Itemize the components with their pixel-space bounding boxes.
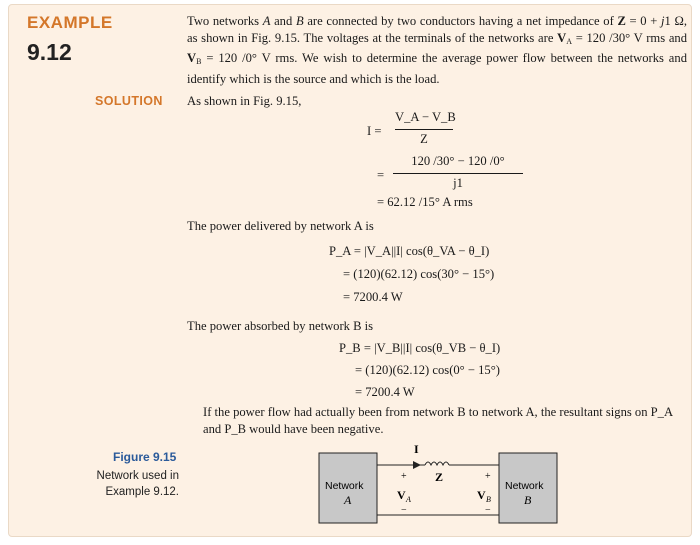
network-a-label: Network [325,480,364,492]
network-b-letter: B [524,493,532,507]
impedance-coil [425,462,449,465]
va-subscript: A [406,495,411,504]
eq2-fraction-bar [393,173,523,174]
example-label: EXAMPLE [27,13,113,32]
pb-line-3: = 7200.4 W [355,385,415,399]
solution-label: SOLUTION [95,94,163,108]
pb-line-2: = (120)(62.12) cos(0° − 15°) [355,363,500,377]
figure-caption: Network used in Example 9.12. [96,470,179,498]
pa-line-1: P_A = |V_A||I| cos(θ_VA − θ_I) [329,244,490,258]
network-b-label: Network [505,480,544,492]
reversal-note: If the power flow had actually been from network B to network A, the resultant signs on P_A and P_B would have been negative. [203,405,673,436]
impedance-label: Z [435,470,444,484]
solution-intro: As shown in Fig. 9.15, [187,94,302,108]
pa-line-2: = (120)(62.12) cos(30° − 15°) [343,267,495,281]
eq2-numerator: 120 /30° − 120 /0° [411,154,505,168]
va-plus: + [401,471,407,482]
vb-minus: − [485,505,491,516]
eq2-equals: = [377,168,385,182]
vb-label: V [477,488,486,502]
current-arrow [413,461,421,469]
vb-subscript: B [486,495,491,504]
eq2-denominator: j1 [453,176,463,190]
absorbed-text: The power absorbed by network B is [187,319,374,333]
delivered-text: The power delivered by network A is [187,219,374,233]
circuit-diagram [317,441,559,529]
network-a-letter: A [344,493,352,507]
current-label: I [414,442,419,456]
example-panel [8,4,692,537]
eq1-denominator: Z [420,132,428,146]
figure-label: Figure 9.15 [113,450,177,464]
pb-line-1: P_B = |V_B||I| cos(θ_VB − θ_I) [339,341,501,355]
eq1-fraction-bar [395,129,453,130]
pa-line-3: = 7200.4 W [343,290,403,304]
example-number: 9.12 [27,39,72,65]
vb-plus: + [485,471,491,482]
eq3-result: = 62.12 /15° A rms [377,195,473,209]
va-minus: − [401,505,407,516]
eq1-lhs: I = [367,124,382,138]
eq1-numerator: V_A − V_B [395,110,456,124]
problem-statement: Two networks A and B are connected by two conductors having a net impedance of Z = 0 + j1 Ω, as shown in Fig. 9.15. The voltages at the terminals of the networks are $V_A = 120$ /30° V rms and $V_B = 120$ /0° V rms. We wish to determine the average power flow between the networks and identify which is the source and which is the load. [187,14,688,86]
va-label: V [397,488,406,502]
